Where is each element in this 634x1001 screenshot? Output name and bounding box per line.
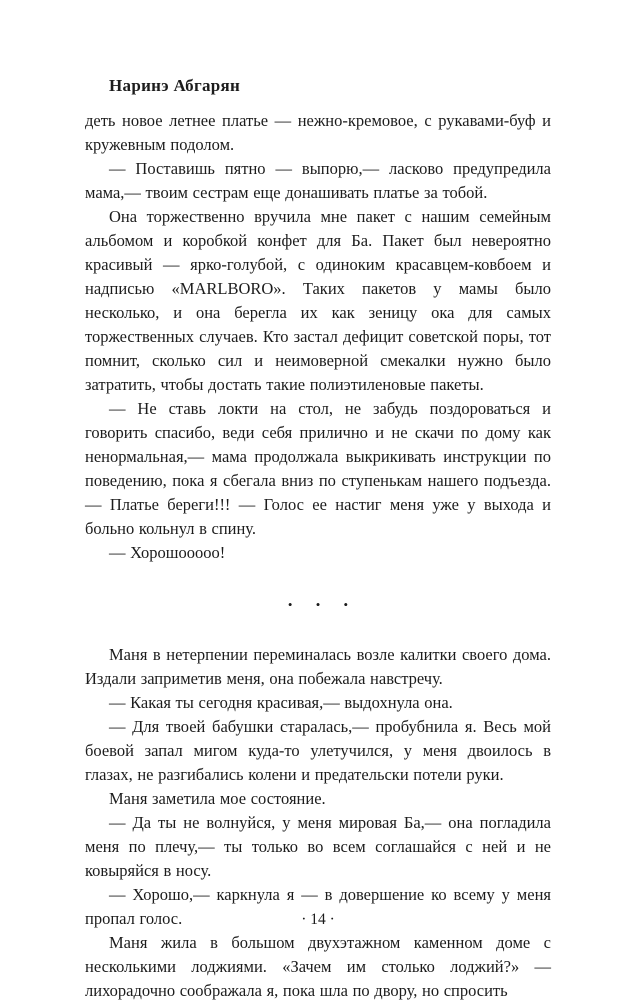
paragraph: Маня жила в большом двухэтажном каменном доме с несколькими лоджиями. «Зачем им столько лоджий?» — лихорадочно соображала я, пока шла по двору, но спросить [85, 933, 551, 1000]
paragraph: Маня в нетерпении переминалась возле калитки своего дома. Издали заприметив меня, она побежала навстречу. [85, 645, 551, 688]
paragraph: — Какая ты сегодня красивая,— выдохнула она. [109, 693, 453, 712]
paragraph: — Для твоей бабушки старалась,— пробубнила я. Весь мой боевой запал мигом куда-то улетучился, у меня двоилось в глазах, не разгибались колени и предательски потели руки. [85, 717, 551, 784]
paragraph: — Хорошооооо! [109, 543, 226, 562]
text-column [85, 76, 551, 1001]
paragraph: Маня заметила мое состояние. [109, 789, 326, 808]
paragraph: — Хорошо,— каркнула я — в довершение ко всему у меня пропал голос. [85, 885, 551, 928]
author-header: Наринэ Абгарян [109, 76, 241, 95]
paragraph: — Не ставь локти на стол, не забудь поздороваться и говорить спасибо, веди себя прилично и не скачи по дому как ненормальная,— мама продолжала выкрикивать инструкции по поведению, пока я сбегала вниз по ступенькам нашего подъезда.— Платье береги!!! — Голос ее настиг меня уже у выхода и больно кольнул в спину. [85, 399, 551, 538]
paragraph: — Да ты не волнуйся, у меня мировая Ба,— она погладила меня по плечу,— ты только во всем соглашайся с ней и не ковыряйся в носу. [85, 813, 551, 880]
section-1 [85, 109, 551, 565]
paragraph: деть новое летнее платье — нежно-кремовое, с рукавами-буф и кружевным подолом. [85, 111, 551, 154]
paragraph: — Поставишь пятно — выпорю,— ласково предупредила мама,— твоим сестрам еще донашивать платье за тобой. [85, 159, 551, 202]
section-separator: • • • [287, 597, 359, 612]
paragraph: Она торжественно вручила мне пакет с нашим семейным альбомом и коробкой конфет для Ба. Пакет был невероятно красивый — ярко-голубой, с одиноким красавцем-ковбоем и надписью «MARLBORO». Таких пакетов у мамы было несколько, и она берегла их как зеницу ока для самых торжественных случаев. Кто застал дефицит советской поры, тот помнит, сколько сил и неимоверной смекалки нужно было затратить, чтобы достать такие полиэтиленовые пакеты. [85, 207, 551, 394]
page-number: · 14 · [301, 911, 335, 928]
section-2 [85, 643, 551, 1001]
